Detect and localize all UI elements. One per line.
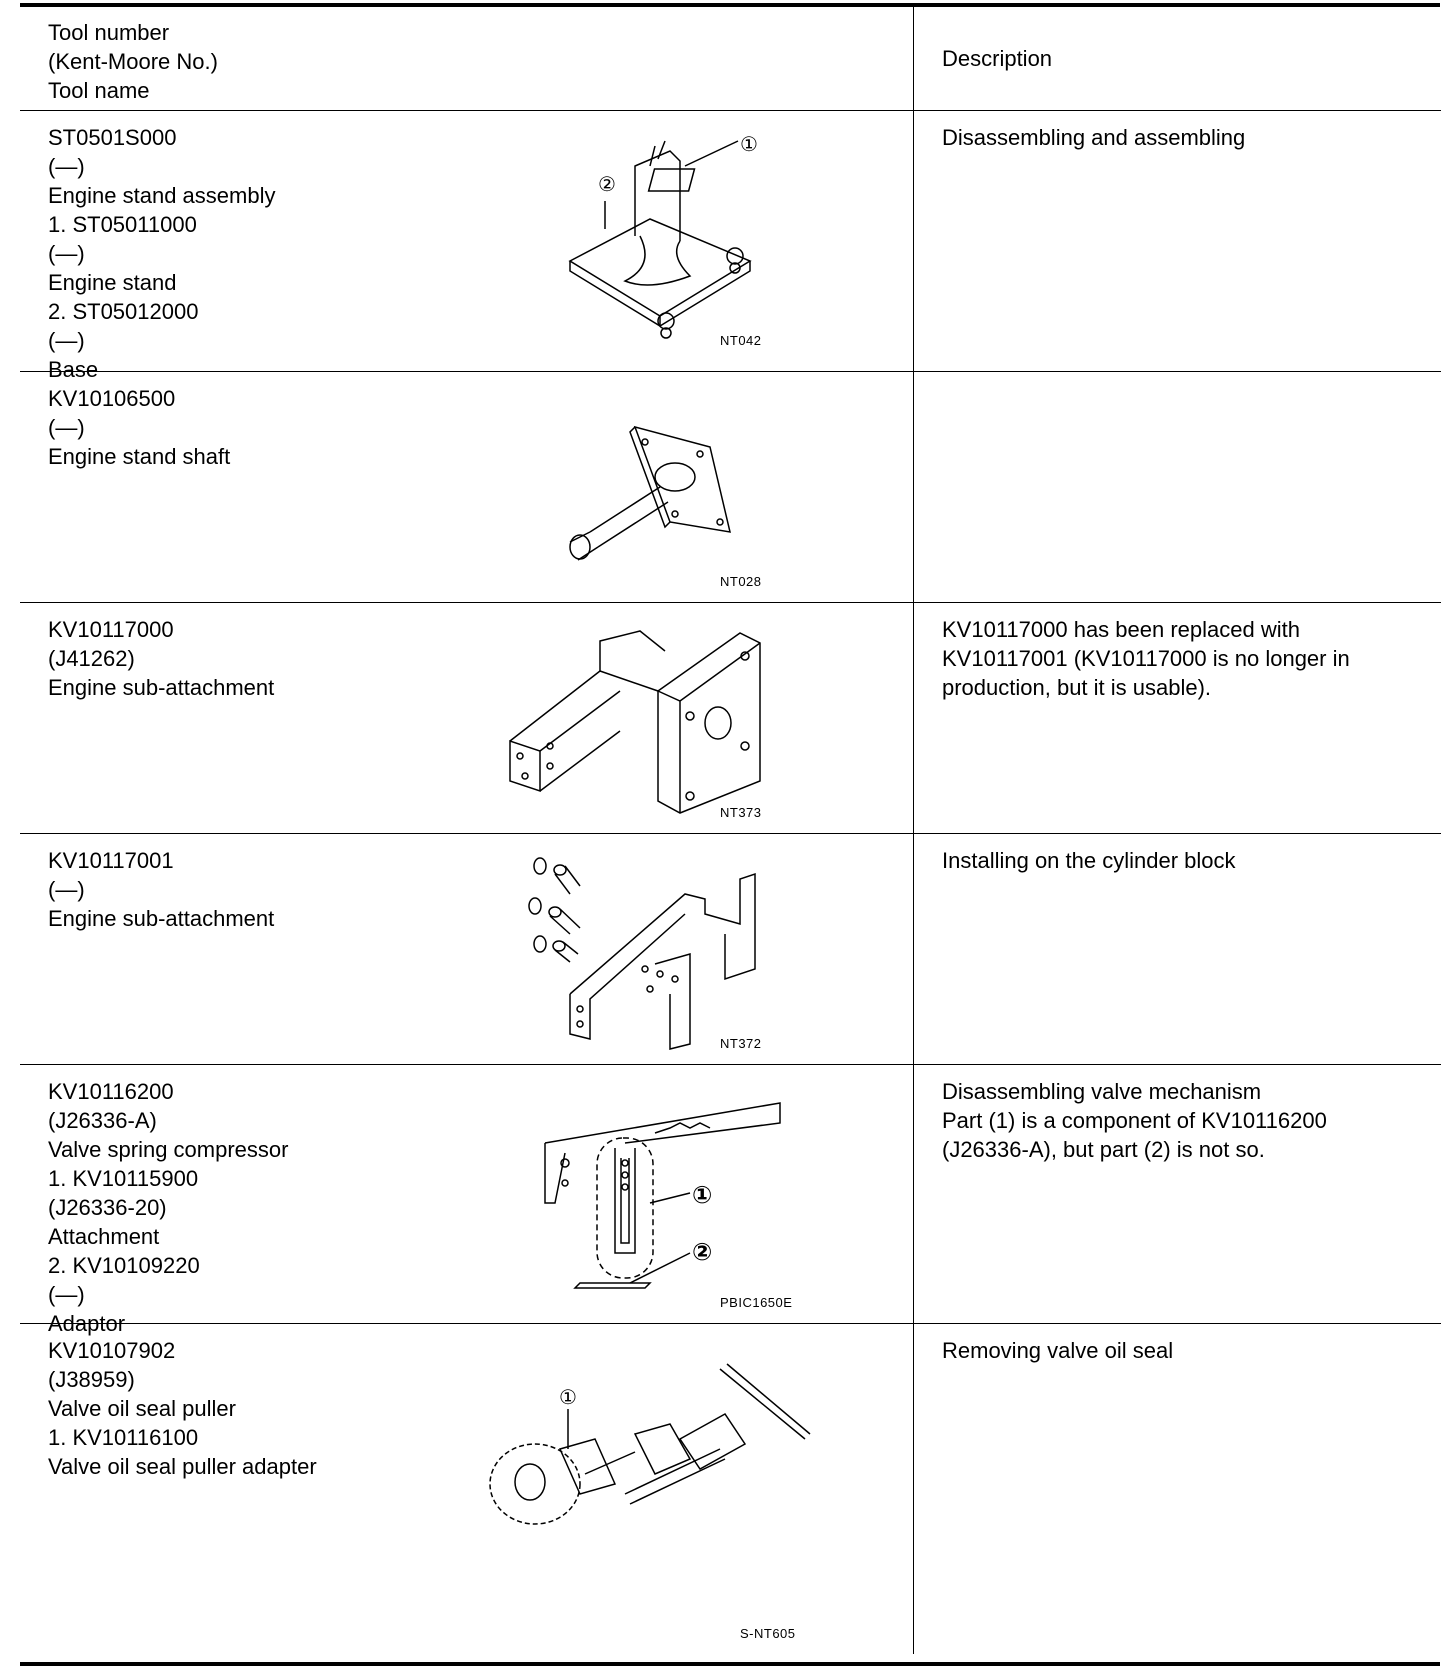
tool-name: Valve spring compressor: [48, 1136, 289, 1162]
table-row: [20, 1064, 1441, 1323]
description-line: Disassembling valve mechanism: [942, 1078, 1262, 1104]
kent-moore-number: (J26336-20): [48, 1194, 167, 1220]
callout-2: ②: [598, 171, 616, 196]
callout-1: ①: [559, 1384, 577, 1409]
header-description: Description: [942, 46, 1053, 71]
figure-code: PBIC1650E: [720, 1294, 793, 1310]
figure-code: NT373: [720, 804, 762, 820]
header-line: Tool name: [48, 78, 150, 103]
kent-moore-number: (J38959): [48, 1366, 135, 1392]
engine-sub-attachment-illustration: [490, 631, 770, 811]
engine-sub-attachment-kit-illustration: [525, 854, 775, 1054]
description-line: Disassembling and assembling: [942, 124, 1246, 150]
sub-tool-name: Valve oil seal puller adapter: [48, 1453, 317, 1479]
sub-tool-name: Adaptor: [48, 1310, 126, 1336]
table-row: [20, 602, 1441, 833]
kent-moore-number: (—): [48, 240, 85, 266]
sub-tool-name: Attachment: [48, 1223, 160, 1249]
table-row: [20, 110, 1441, 371]
tool-number: KV10117001: [48, 847, 174, 873]
tool-number: KV10106500: [48, 385, 176, 411]
tool-name: Engine sub-attachment: [48, 905, 275, 931]
callout-2: ②: [692, 1237, 713, 1266]
header-tool-number-cell: [20, 6, 914, 110]
sub-tool-name: Engine stand: [48, 269, 177, 295]
table-row: [20, 1323, 1441, 1654]
callout-1: ①: [692, 1180, 713, 1209]
description-line: (J26336-A), but part (2) is not so.: [942, 1136, 1265, 1162]
tool-name: Engine stand shaft: [48, 443, 231, 469]
tool-name: Engine sub-attachment: [48, 674, 275, 700]
tool-number: KV10116200: [48, 1078, 174, 1104]
sub-tool-number: 2. ST05012000: [48, 298, 199, 324]
valve-oil-seal-puller-illustration: [495, 1364, 805, 1514]
tool-number: KV10117000: [48, 616, 174, 642]
table-bottom-rule: [20, 1662, 1440, 1666]
header-line: Tool number: [48, 20, 170, 45]
tool-number: KV10107902: [48, 1337, 176, 1363]
kent-moore-number: (—): [48, 414, 85, 440]
sub-tool-number: 1. KV10115900: [48, 1165, 199, 1191]
table-row: [20, 833, 1441, 1064]
kent-moore-number: (J26336-A): [48, 1107, 157, 1133]
description-line: Removing valve oil seal: [942, 1337, 1174, 1363]
tool-name: Valve oil seal puller: [48, 1395, 236, 1421]
kent-moore-number: (—): [48, 1281, 85, 1307]
engine-stand-shaft-illustration: [550, 422, 750, 572]
sub-tool-number: 1. ST05011000: [48, 211, 197, 237]
figure-code: NT028: [720, 573, 762, 589]
callout-1: ①: [740, 131, 758, 156]
description-line: KV10117000 has been replaced with: [942, 616, 1300, 642]
kent-moore-number: (J41262): [48, 645, 135, 671]
kent-moore-number: (—): [48, 327, 85, 353]
special-service-tools-table: [20, 6, 1441, 1654]
sub-tool-name: Base: [48, 356, 99, 382]
valve-spring-compressor-illustration: [535, 1103, 795, 1303]
description-line: Part (1) is a component of KV10116200: [942, 1107, 1327, 1133]
kent-moore-number: (—): [48, 153, 85, 179]
table-header-row: [20, 6, 1441, 110]
description-line: Installing on the cylinder block: [942, 847, 1236, 873]
header-description-cell: [914, 6, 1442, 110]
figure-code: NT042: [720, 332, 762, 348]
table-row: [20, 371, 1441, 602]
tool-number: ST0501S000: [48, 124, 177, 150]
figure-code: S-NT605: [740, 1625, 796, 1641]
engine-stand-assembly-illustration: [540, 131, 780, 361]
kent-moore-number: (—): [48, 876, 85, 902]
tool-name: Engine stand assembly: [48, 182, 276, 208]
description-line: KV10117001 (KV10117000 is no longer in: [942, 645, 1350, 671]
sub-tool-number: 1. KV10116100: [48, 1424, 199, 1450]
header-line: (Kent-Moore No.): [48, 49, 218, 74]
sub-tool-number: 2. KV10109220: [48, 1252, 200, 1278]
figure-code: NT372: [720, 1035, 762, 1051]
description-line: production, but it is usable).: [942, 674, 1212, 700]
